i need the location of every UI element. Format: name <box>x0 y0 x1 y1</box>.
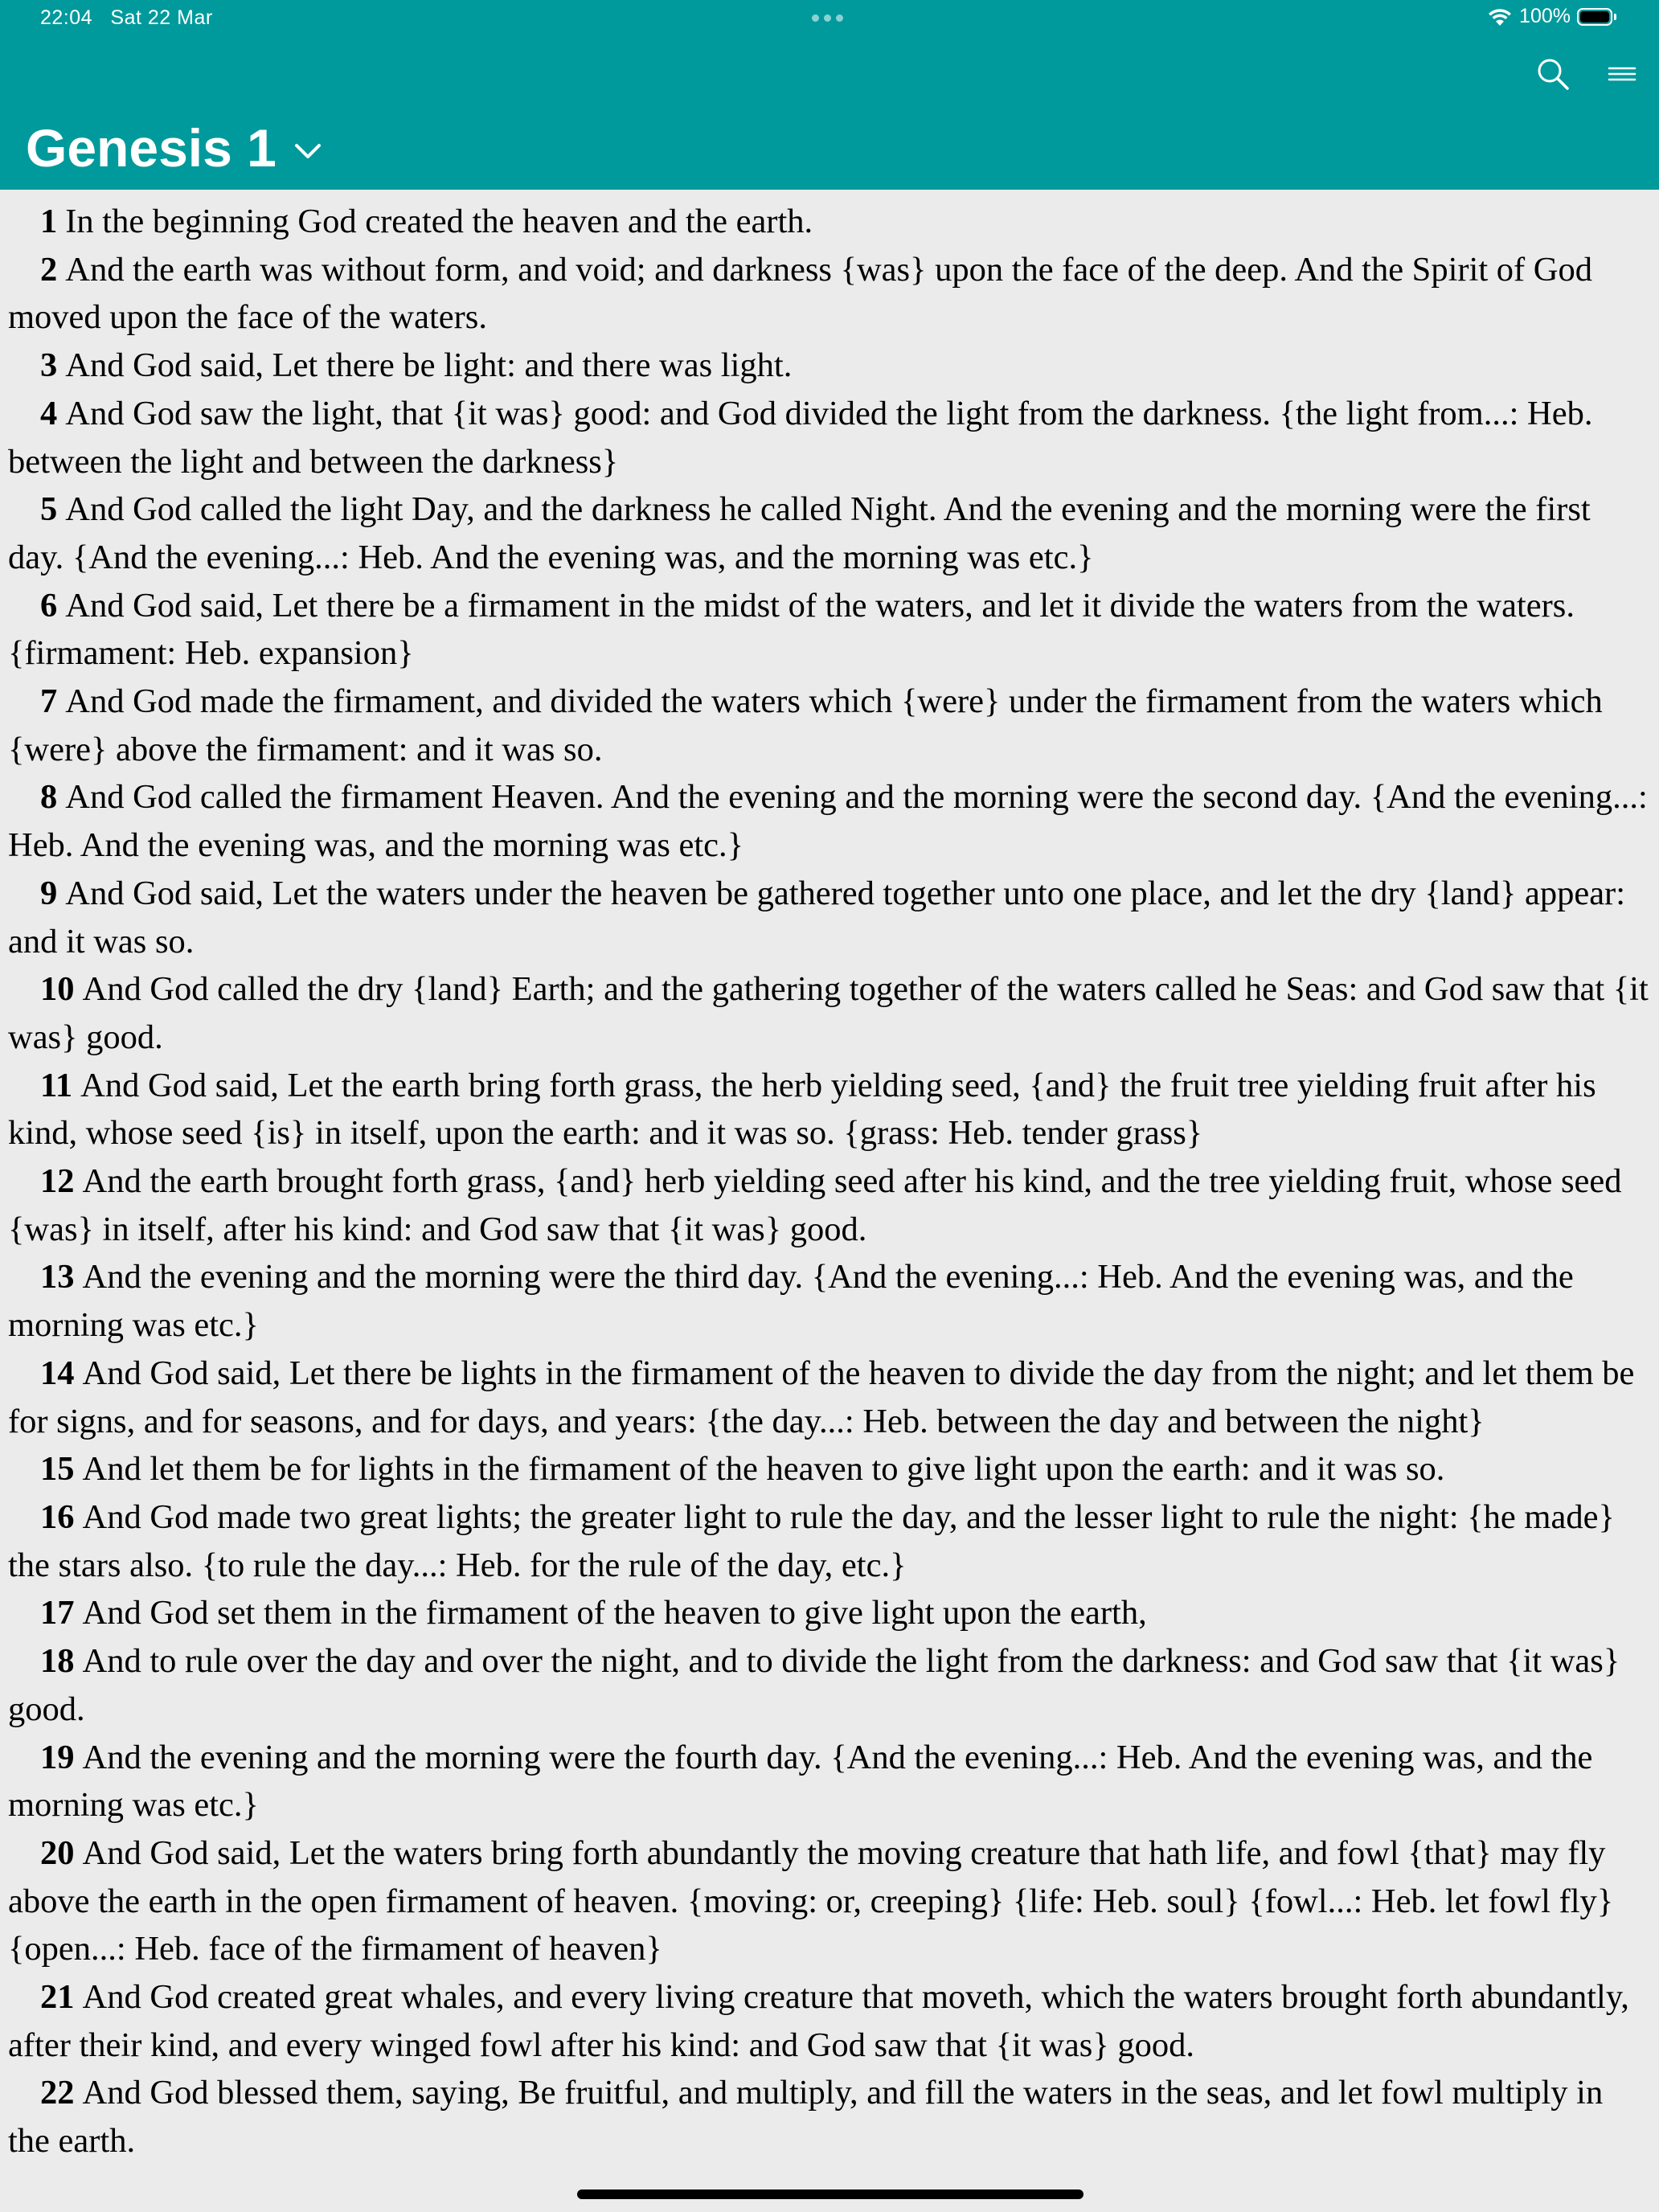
verse[interactable] <box>8 1734 1653 1829</box>
verse-text: And the earth was without form, and void; and darkness {was} upon the face of the deep. And the Spirit of God moved upon the face of the waters. <box>8 250 1592 337</box>
status-time <box>40 6 213 30</box>
verse[interactable] <box>8 246 1653 342</box>
verse-number: 1 <box>40 203 58 240</box>
multitasking-dots-icon[interactable] <box>812 14 843 22</box>
verse[interactable] <box>8 342 1653 390</box>
verse[interactable] <box>8 198 1653 246</box>
verse[interactable] <box>8 390 1653 485</box>
verse-number: 8 <box>40 778 58 817</box>
verse-text: And God set them in the firmament of the heaven to give light upon the earth, <box>82 1594 1147 1632</box>
verse-text: And the evening and the morning were the third day. {And the evening...: Heb. And the evening was, and the morning was etc.} <box>8 1258 1574 1345</box>
verse[interactable] <box>8 1445 1653 1493</box>
verse-number: 2 <box>40 250 58 289</box>
verse-number: 9 <box>40 874 58 912</box>
verse[interactable] <box>8 1637 1653 1733</box>
verse-number: 18 <box>40 1642 75 1681</box>
verse[interactable] <box>8 773 1653 869</box>
battery-percentage: 100% <box>1519 5 1571 27</box>
verse-number: 16 <box>40 1497 75 1536</box>
verse-text: And God saw the light, that {it was} good: and God divided the light from the darkness. {the light from...: Heb. between the light and between the darkness} <box>8 394 1593 481</box>
verse-number: 13 <box>40 1258 75 1296</box>
verse-number: 10 <box>40 970 75 1009</box>
verse[interactable] <box>8 1973 1653 2069</box>
verse-text: And the evening and the morning were the fourth day. {And the evening...: Heb. And the evening was, and the morning was etc.} <box>8 1738 1593 1825</box>
verse[interactable] <box>8 870 1653 965</box>
verse[interactable] <box>8 582 1653 678</box>
verse[interactable] <box>8 1253 1653 1349</box>
verse-number: 20 <box>40 1833 75 1872</box>
verse[interactable] <box>8 1062 1653 1157</box>
verse-text: And God said, Let the waters under the heaven be gathered together unto one place, and let the dry {land} appear: and it was so. <box>8 874 1626 961</box>
verse-text: And God said, Let the earth bring forth grass, the herb yielding seed, {and} the fruit tree yielding fruit after his kind, whose seed {is} in itself, upon the earth: and it was so. {grass: Heb. tender grass} <box>8 1066 1596 1153</box>
search-icon[interactable] <box>1535 56 1571 92</box>
chapter-text <box>8 198 1653 2165</box>
status-indicators <box>1487 5 1619 28</box>
verse[interactable] <box>8 1157 1653 1253</box>
home-indicator[interactable] <box>577 2189 1083 2199</box>
verse[interactable] <box>8 1493 1653 1589</box>
verse-number: 7 <box>40 682 58 721</box>
verse-text: And God blessed them, saying, Be fruitful, and multiply, and fill the waters in the seas, and let fowl multiply in the earth. <box>8 2074 1604 2161</box>
verse-text: And God made two great lights; the greater light to rule the day, and the lesser light to rule the night: {he made} the stars also. {to rule the day...: Heb. for the rule of the day, etc.} <box>8 1497 1615 1584</box>
verse-number: 3 <box>40 346 58 385</box>
app-header <box>0 0 1659 190</box>
verse[interactable] <box>8 965 1653 1061</box>
status-clock: 22:04 <box>40 6 93 29</box>
verse[interactable] <box>8 2069 1653 2165</box>
wifi-icon <box>1487 6 1513 27</box>
verse-number: 14 <box>40 1354 75 1392</box>
verse-number: 21 <box>40 1978 75 2017</box>
status-date: Sat 22 Mar <box>110 6 213 29</box>
verse-text: And God said, Let there be a firmament in the midst of the waters, and let it divide the waters from the waters. {firmament: Heb. expansion} <box>8 586 1575 673</box>
verse-number: 6 <box>40 586 58 625</box>
verse-number: 15 <box>40 1450 75 1489</box>
verse-number: 12 <box>40 1162 75 1201</box>
verse-text: And God said, Let the waters bring forth abundantly the moving creature that hath life, and fowl {that} may fly above the earth in the open firmament of heaven. {moving: or, creeping} {life: Heb. soul} {fowl...: Heb. let fowl fly} {open...: Heb. face of the firmament of heaven} <box>8 1833 1614 1968</box>
verse-number: 17 <box>40 1594 75 1632</box>
verse[interactable] <box>8 1589 1653 1637</box>
verse[interactable] <box>8 485 1653 581</box>
verse-text: And let them be for lights in the firmament of the heaven to give light upon the earth: and it was so. <box>82 1450 1445 1489</box>
verse-text: And God called the dry {land} Earth; and the gathering together of the waters called he Seas: and God saw that {it was} good. <box>8 970 1649 1056</box>
verse[interactable] <box>8 678 1653 773</box>
verse[interactable] <box>8 1829 1653 1973</box>
verse-text: In the beginning God created the heaven and the earth. <box>65 203 813 240</box>
battery-icon <box>1577 7 1619 27</box>
verse-text: And the earth brought forth grass, {and} herb yielding seed after his kind, and the tree yielding fruit, whose seed {was} in itself, after his kind: and God saw that {it was} good. <box>8 1162 1622 1248</box>
verse-text: And God called the light Day, and the darkness he called Night. And the evening and the morning were the first day. {And the evening...: Heb. And the evening was, and the morning was etc.} <box>8 490 1591 576</box>
chapter-selector[interactable] <box>26 119 322 177</box>
verse-number: 19 <box>40 1738 75 1776</box>
verse-number: 22 <box>40 2074 75 2112</box>
verse-text: And God created great whales, and every living creature that moveth, which the waters brought forth abundantly, after their kind, and every winged fowl after his kind: and God saw that {it was} good. <box>8 1978 1629 2064</box>
verse-text: And to rule over the day and over the night, and to divide the light from the darkness: and God saw that {it was} good. <box>8 1642 1620 1728</box>
verse-text: And God said, Let there be lights in the firmament of the heaven to divide the day from the night; and let them be for signs, and for seasons, and for days, and years: {the day...: Heb. between the day and between the night} <box>8 1354 1635 1440</box>
verse[interactable] <box>8 1350 1653 1445</box>
verse-text: And God made the firmament, and divided the waters which {were} under the firmament from the waters which {were} above the firmament: and it was so. <box>8 682 1603 768</box>
verse-text: And God called the firmament Heaven. And the evening and the morning were the second day. {And the evening...: Heb. And the evening was, and the morning was etc.} <box>8 778 1648 865</box>
menu-icon[interactable] <box>1608 59 1636 88</box>
verse-number: 11 <box>40 1066 73 1104</box>
page-title: Genesis 1 <box>26 118 276 178</box>
verse-number: 5 <box>40 490 58 529</box>
chevron-down-icon <box>294 142 322 160</box>
verse-text: And God said, Let there be light: and there was light. <box>65 346 793 385</box>
verse-number: 4 <box>40 394 58 432</box>
